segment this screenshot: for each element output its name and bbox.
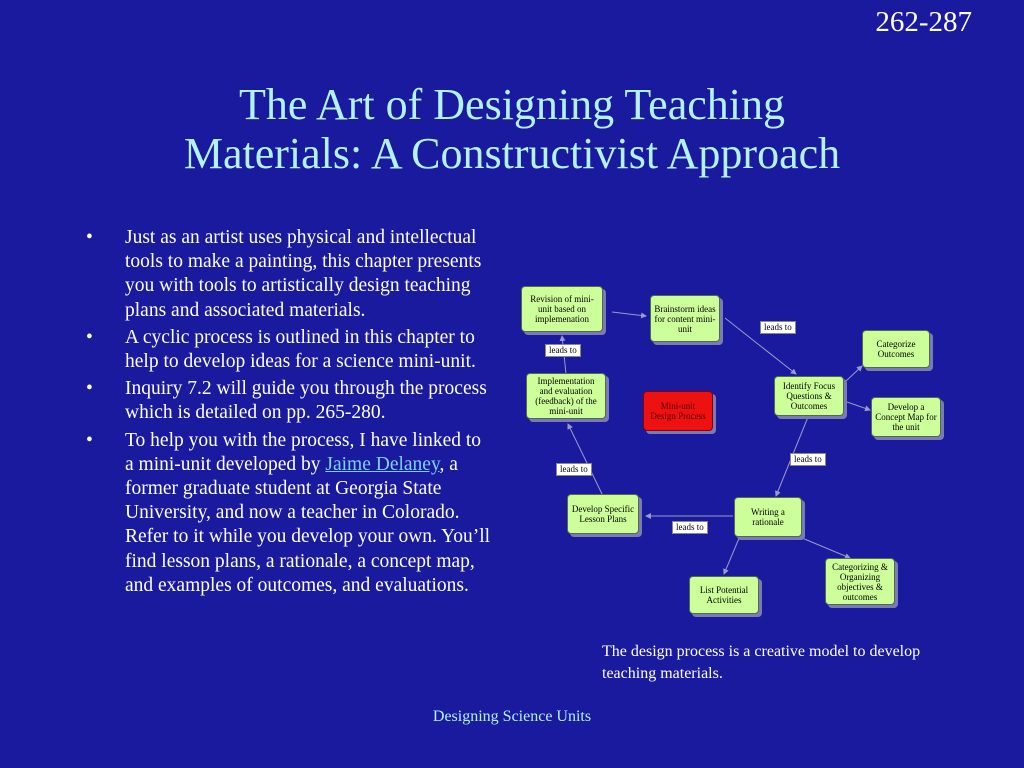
connector-arrow <box>847 402 870 410</box>
bullet-item: • A cyclic process is outlined in this chapter to help to develop ideas for a science mini-unit. <box>82 326 492 374</box>
leads-to-label: leads to <box>672 521 708 534</box>
node-categorizing-organizing: Categorizing & Organizing objectives & outcomes <box>825 558 895 605</box>
title-line-2: Materials: A Constructivist Approach <box>183 129 841 178</box>
slide-number: 262-287 <box>875 6 972 38</box>
connector-arrow <box>568 424 603 496</box>
bullet-text: , a former graduate student at Georgia State University, and now a teacher in Colorado. Refer to it while you develop your own. You’ll find lesson plans, a rationale, a concept map, and examples of outcomes, and evaluations. <box>125 453 491 596</box>
node-brainstorm: Brainstorm ideas for content mini-unit <box>650 295 720 342</box>
connector-arrow <box>612 312 646 316</box>
node-mini-unit-design: Mini-unit Design Process <box>643 391 713 431</box>
connector-arrow <box>845 366 862 382</box>
slide-footer: Designing Science Units <box>432 708 592 725</box>
bullet-item: • Just as an artist uses physical and intellectual tools to make a painting, this chapter presents you with tools to artistically design teaching plans and associated materials. <box>82 226 492 323</box>
connector-arrow <box>724 536 740 574</box>
node-identify-focus: Identify Focus Questions & Outcomes <box>774 376 844 416</box>
leads-to-label: leads to <box>556 463 592 476</box>
node-categorize-outcomes: Categorize Outcomes <box>862 330 930 368</box>
node-revision: Revision of mini-unit based on implemenation <box>521 286 603 332</box>
node-list-activities: List Potential Activities <box>689 576 759 614</box>
node-implementation: Implementation and evaluation (feedback) of the mini-unit <box>526 373 606 419</box>
jaime-delaney-link[interactable]: Jaime Delaney <box>325 453 440 475</box>
node-writing-rationale: Writing a rationale <box>734 497 802 537</box>
leads-to-label: leads to <box>760 321 796 334</box>
title-line-1: The Art of Designing Teaching <box>239 80 785 129</box>
leads-to-label: leads to <box>545 344 581 357</box>
bullet-item: • Inquiry 7.2 will guide you through the process which is detailed on pp. 265-280. <box>82 377 492 425</box>
diagram-caption: The design process is a creative model to develop teaching materials. <box>602 643 921 682</box>
node-concept-map: Develop a Concept Map for the unit <box>871 397 941 437</box>
leads-to-label: leads to <box>790 453 826 466</box>
bullet-text: To help you with the process, I have linked to a mini-unit developed by <box>125 429 482 475</box>
node-develop-lessons: Develop Specific Lesson Plans <box>567 494 639 534</box>
